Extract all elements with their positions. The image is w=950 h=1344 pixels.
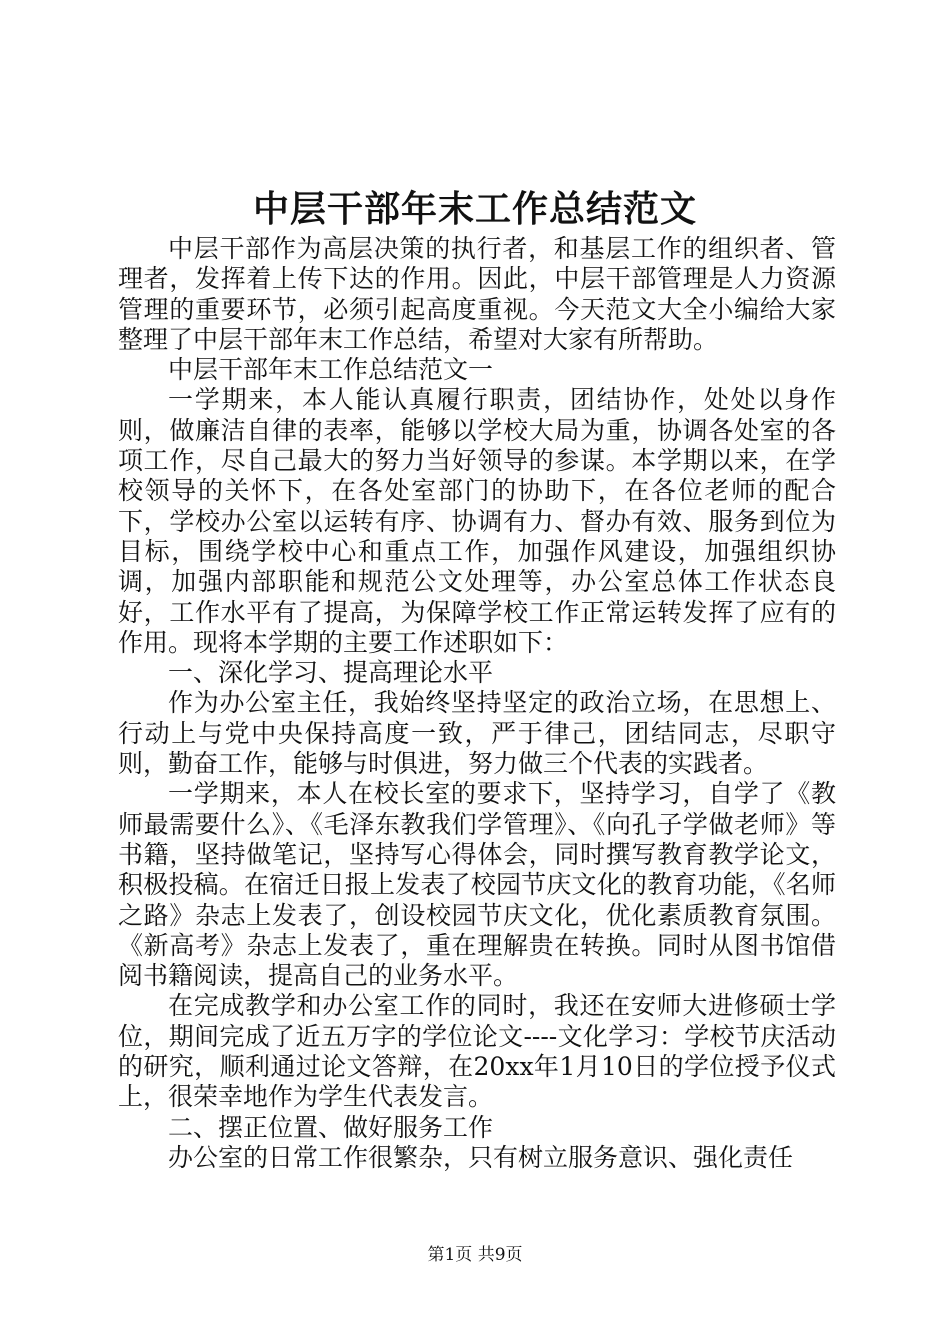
paragraph-subtitle: 中层干部年末工作总结范文一 [168,355,494,385]
page-footer: 第1页 共9页 [427,1245,523,1265]
paragraph-summary: 一学期来，本人能认真履行职责，团结协作，处处以身作则，做廉洁自律的表率，能够以学校大局为重，协调各处室的各项工作，尽自己最大的努力当好领导的参谋。本学期以来，在学校领导的关怀下，在各处室部门的协助下，在各位老师的配合下，学校办公室以运转有序、协调有力、督办有效、服务到位为目标，围绕学校中心和重点工作，加强作风建设，加强组织协调，加强内部职能和规范公文处理等，办公室总体工作状态良好，工作水平有了提高，为保障学校工作正常运转发挥了应有的作用。现将本学期的主要工作述职如下： [118,385,836,657]
paragraph-intro: 中层干部作为高层决策的执行者，和基层工作的组织者、管理者，发挥着上传下达的作用。因此，中层干部管理是人力资源管理的重要环节，必须引起高度重视。今天范文大全小编给大家整理了中层干部年末工作总结，希望对大家有所帮助。 [118,234,836,354]
section-heading-2: 二、摆正位置、做好服务工作 [168,1112,494,1142]
paragraph-degree: 在完成教学和办公室工作的同时，我还在安师大进修硕士学位，期间完成了近五万字的学位论文----文化学习：学校节庆活动的研究，顺利通过论文答辩，在20xx年1月10日的学位授予仪式上，很荣幸地作为学生代表发言。 [118,991,836,1112]
paragraph-political-stance: 作为办公室主任，我始终坚持坚定的政治立场，在思想上、行动上与党中央保持高度一致，严于律己，团结同志，尽职守则，勤奋工作，能够与时俱进，努力做三个代表的实践者。 [118,688,836,779]
paragraph-study: 一学期来，本人在校长室的要求下，坚持学习，自学了《教师最需要什么》、《毛泽东教我们学管理》、《向孔子学做老师》等书籍，坚持做笔记，坚持写心得体会，同时撰写教育教学论文，积极投稿。在宿迁日报上发表了校园节庆文化的教育功能，《名师之路》杂志上发表了，创设校园节庆文化，优化素质教育氛围。《新高考》杂志上发表了，重在理解贵在转换。同时从图书馆借阅书籍阅读，提高自己的业务水平。 [118,779,836,991]
document-body [118,234,836,1173]
document-title: 中层干部年末工作总结范文 [252,188,697,230]
section-heading-1: 一、深化学习、提高理论水平 [168,658,494,688]
paragraph-office-work: 办公室的日常工作很繁杂，只有树立服务意识、强化责任 [168,1142,794,1172]
